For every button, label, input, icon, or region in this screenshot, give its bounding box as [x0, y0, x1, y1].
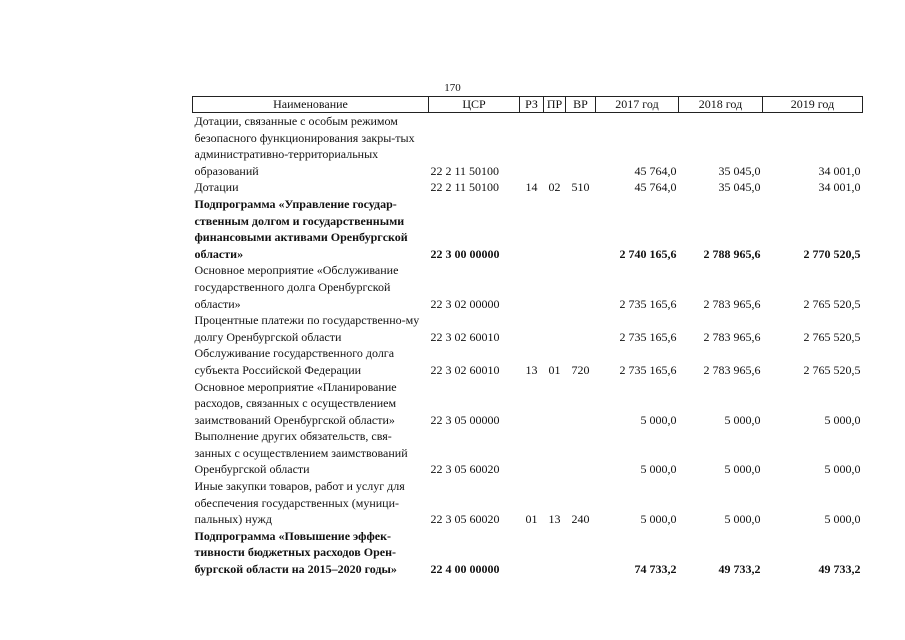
row-pr: 13	[548, 512, 561, 527]
row-rz	[520, 196, 544, 262]
row-rz	[520, 113, 544, 180]
row-vr	[566, 428, 596, 478]
page-number: 170	[444, 82, 461, 94]
row-pr	[544, 428, 566, 478]
table-row	[193, 345, 863, 378]
row-2019: 34 001,0	[818, 163, 861, 178]
row-name: Обслуживание государственного долга субъекта Российской Федерации	[194, 346, 395, 377]
row-pr	[544, 312, 566, 345]
table-row	[193, 262, 863, 312]
row-rz	[520, 312, 544, 345]
row-csr: 22 2 11 50100	[430, 163, 500, 178]
table-row	[193, 379, 863, 429]
row-2019: 5 000,0	[824, 462, 861, 477]
row-2019: 34 001,0	[818, 180, 861, 195]
row-2018: 5 000,0	[724, 462, 761, 477]
header-rz: РЗ	[520, 97, 544, 113]
table-header-row	[193, 97, 863, 113]
row-name: Дотации, связанные с особым режимом безопасного функционирования закры-тых административно-территориальных образований	[194, 114, 415, 178]
row-2017: 74 733,2	[634, 562, 677, 577]
row-2018: 2 783 965,6	[703, 362, 761, 377]
row-2019: 2 765 520,5	[803, 329, 861, 344]
row-name: Выполнение других обязательств, свя-занных с осуществлением заимствований Оренбургской области	[194, 429, 408, 477]
row-2019: 5 000,0	[824, 512, 861, 527]
row-vr	[566, 528, 596, 578]
row-2017: 45 764,0	[634, 163, 677, 178]
row-pr	[544, 113, 566, 180]
row-2017: 2 735 165,6	[619, 296, 677, 311]
row-rz: 14	[525, 180, 538, 195]
table-row	[193, 196, 863, 262]
row-vr: 510	[571, 180, 590, 195]
row-2017: 5 000,0	[640, 462, 677, 477]
row-rz: 01	[525, 512, 538, 527]
row-rz	[520, 379, 544, 429]
budget-table	[192, 96, 863, 578]
header-pr: ПР	[544, 97, 566, 113]
row-2018: 5 000,0	[724, 512, 761, 527]
header-name: Наименование	[193, 97, 429, 113]
row-csr: 22 3 05 60020	[430, 512, 500, 527]
row-pr	[544, 528, 566, 578]
row-2018: 2 783 965,6	[703, 329, 761, 344]
row-2017: 2 740 165,6	[619, 246, 677, 261]
row-2018: 49 733,2	[718, 562, 761, 577]
row-vr	[566, 262, 596, 312]
table-row	[193, 478, 863, 528]
header-2019: 2019 год	[763, 97, 863, 113]
row-pr	[544, 196, 566, 262]
row-csr: 22 3 00 00000	[430, 246, 500, 261]
row-2019: 5 000,0	[824, 412, 861, 427]
table-row	[193, 113, 863, 180]
table-row	[193, 312, 863, 345]
row-rz	[520, 262, 544, 312]
row-2018: 35 045,0	[718, 180, 761, 195]
row-csr: 22 3 02 60010	[430, 362, 500, 377]
row-pr	[544, 379, 566, 429]
row-2017: 45 764,0	[634, 180, 677, 195]
row-name: Процентные платежи по государственно-му долгу Оренбургской области	[194, 313, 420, 344]
header-2017: 2017 год	[596, 97, 679, 113]
row-2018: 5 000,0	[724, 412, 761, 427]
row-vr	[566, 113, 596, 180]
row-name: Подпрограмма «Повышение эффек-тивности бюджетных расходов Орен-бургской области на 2015–2020 годы»	[194, 528, 397, 577]
row-2019: 2 765 520,5	[803, 296, 861, 311]
header-csr: ЦСР	[429, 97, 520, 113]
row-2017: 5 000,0	[640, 412, 677, 427]
row-name: Дотации	[194, 180, 239, 195]
row-2017: 2 735 165,6	[619, 362, 677, 377]
row-vr: 240	[571, 512, 590, 527]
row-2017: 2 735 165,6	[619, 329, 677, 344]
row-2018: 2 783 965,6	[703, 296, 761, 311]
row-csr: 22 3 05 60020	[430, 462, 500, 477]
row-rz	[520, 528, 544, 578]
row-name: Подпрограмма «Управление государ-ственным долгом и государственными финансовыми активами Оренбургской области»	[194, 196, 408, 261]
row-name: Основное мероприятие «Обслуживание государственного долга Оренбургской области»	[194, 263, 399, 311]
row-rz: 13	[525, 362, 538, 377]
row-vr: 720	[571, 362, 590, 377]
row-csr: 22 4 00 00000	[430, 562, 500, 577]
header-2018: 2018 год	[679, 97, 763, 113]
row-2017: 5 000,0	[640, 512, 677, 527]
row-vr	[566, 196, 596, 262]
row-csr: 22 2 11 50100	[430, 180, 500, 195]
table-row	[193, 428, 863, 478]
row-2018: 35 045,0	[718, 163, 761, 178]
row-2019: 2 770 520,5	[803, 246, 861, 261]
row-name: Иные закупки товаров, работ и услуг для обеспечения государственных (муници-пальных) нужд	[194, 479, 405, 527]
row-2019: 49 733,2	[818, 562, 861, 577]
header-vr: ВР	[566, 97, 596, 113]
row-vr	[566, 379, 596, 429]
row-csr: 22 3 05 00000	[430, 412, 500, 427]
row-pr	[544, 262, 566, 312]
table-row	[193, 528, 863, 578]
table-row	[193, 179, 863, 196]
row-pr: 02	[548, 180, 561, 195]
row-2019: 2 765 520,5	[803, 362, 861, 377]
row-pr: 01	[548, 362, 561, 377]
row-vr	[566, 312, 596, 345]
row-2018: 2 788 965,6	[703, 246, 761, 261]
row-rz	[520, 428, 544, 478]
row-name: Основное мероприятие «Планирование расходов, связанных с осуществлением заимствований Оренбургской области»	[194, 379, 397, 427]
row-csr: 22 3 02 00000	[430, 296, 500, 311]
row-csr: 22 3 02 60010	[430, 329, 500, 344]
